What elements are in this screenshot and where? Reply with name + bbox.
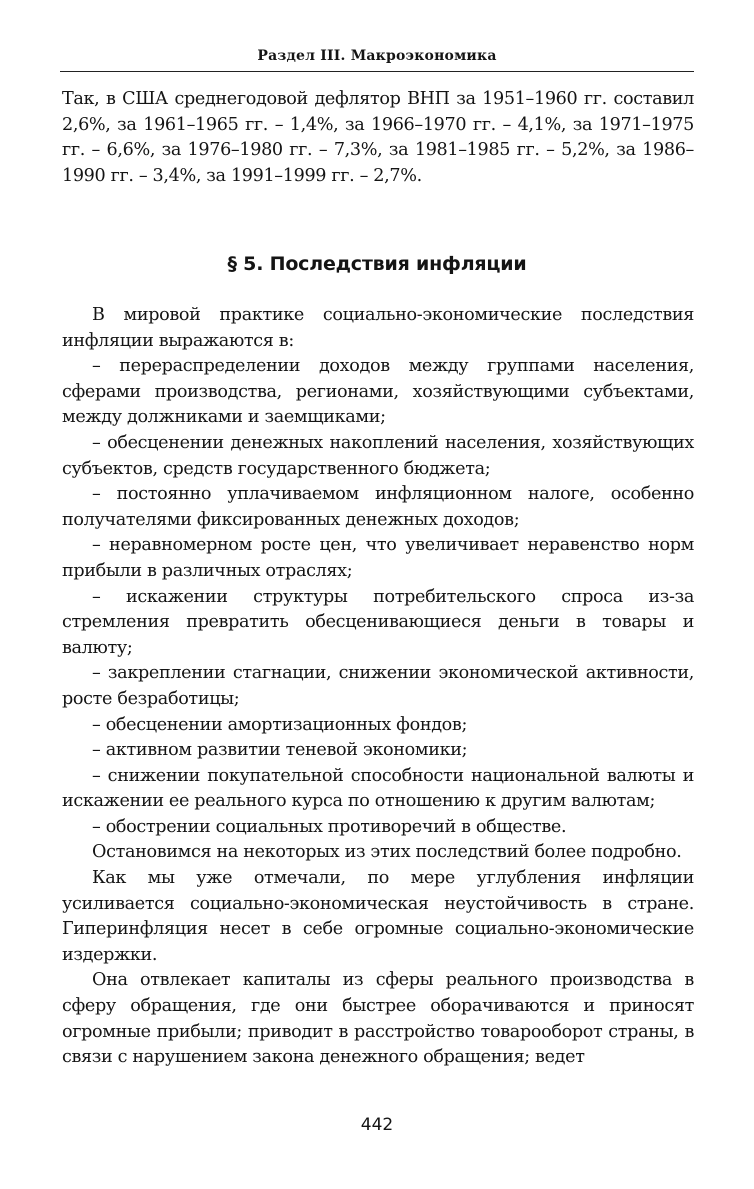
paragraph: Она отвлекает капиталы из сферы реального производства в сферу обращения, где они быстрее оборачиваются и приносят огромные прибыли; приводит в расстройство товарооборот страны, в связи с нарушением закона денежного обращения; ведет bbox=[62, 970, 694, 1068]
list-item: – обесценении денежных накоплений населения, хозяйствующих субъектов, средств государственного бюджета; bbox=[62, 432, 694, 479]
list-item: – обесценении амортизационных фондов; bbox=[92, 714, 468, 735]
list-item: – постоянно уплачиваемом инфляционном налоге, особенно получателями фиксированных денежных доходов; bbox=[62, 484, 694, 530]
paragraph: Остановимся на некоторых из этих последствий более подробно. bbox=[92, 842, 682, 863]
intro-paragraph: Так, в США среднегодовой дефлятор ВНП за 1951–1960 гг. составил 2,6%, за 1961–1965 гг. – 1,4%, за 1966–1970 гг. – 4,1%, за 1971–1975 гг. – 6,6%, за 1976–1980 гг. – 7,3%, за 1981–1985 гг. – 5,2%, за 1986–1990 гг. – 3,4%, за 1991–1999 гг. – 2,7%. bbox=[62, 89, 694, 186]
list-item: – снижении покупательной способности национальной валюты и искажении ее реального курса по отношению к другим валютам; bbox=[62, 765, 694, 812]
list-item: – активном развитии теневой экономики; bbox=[92, 740, 468, 761]
header-rule bbox=[60, 71, 694, 72]
paragraph: Как мы уже отмечали, по мере углубления инфляции усиливается социально-экономическая неустойчивость в стране. Гиперинфляция несет в себе огромные социально-экономические издержки. bbox=[62, 868, 694, 965]
list-item: – искажении структуры потребительского спроса из-за стремления превратить обесценивающиеся деньги в товары и валюту; bbox=[62, 586, 694, 658]
intro-block bbox=[62, 87, 694, 189]
main-text bbox=[62, 303, 694, 1071]
list-item: – обострении социальных противоречий в обществе. bbox=[92, 816, 567, 837]
list-item: – закреплении стагнации, снижении экономической активности, росте безработицы; bbox=[62, 663, 694, 709]
paragraph: В мировой практике социально-экономические последствия инфляции выражаются в: bbox=[62, 305, 694, 351]
list-item: – неравномерном росте цен, что увеличивает неравенство норм прибыли в различных отраслях; bbox=[62, 535, 694, 581]
list-item: – перераспределении доходов между группами населения, сферами производства, регионами, хозяйствующими субъектами, между должниками и заемщиками; bbox=[62, 356, 694, 428]
section-title: § 5. Последствия инфляции bbox=[227, 253, 527, 275]
page-number: 442 bbox=[360, 1115, 394, 1135]
running-head: Раздел III. Макроэкономика bbox=[257, 48, 497, 64]
